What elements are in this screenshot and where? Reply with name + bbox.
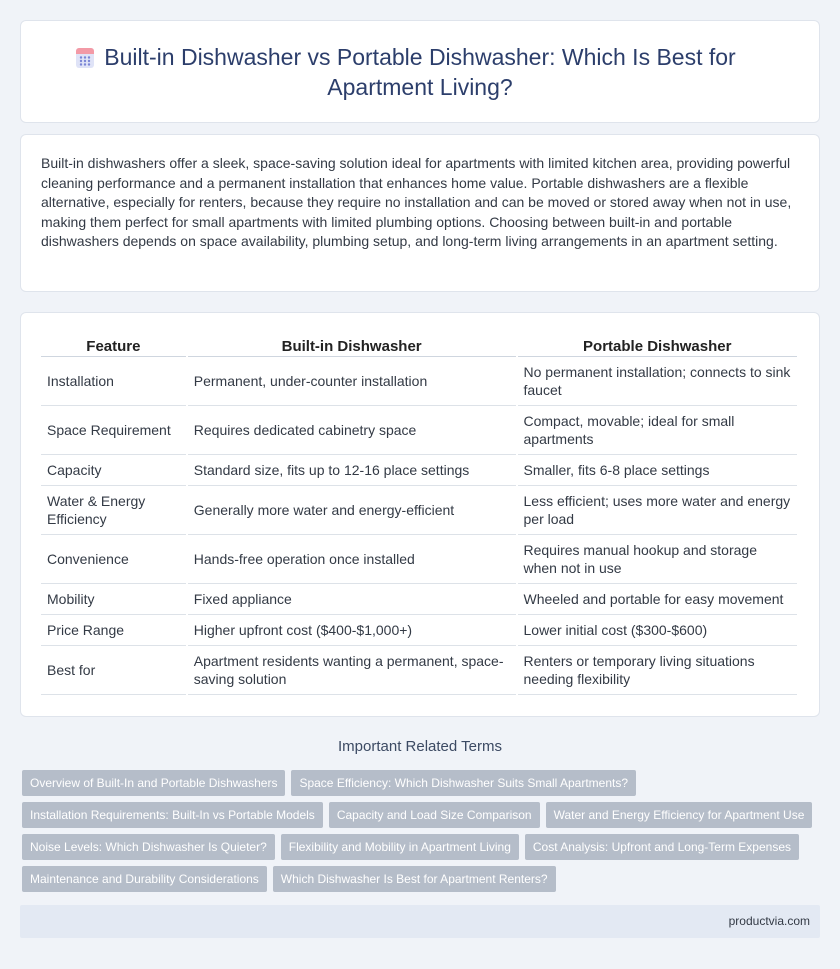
table-header-row [41, 333, 797, 357]
table-cell: Mobility [41, 584, 186, 615]
intro-text: Built-in dishwashers offer a sleek, space-saving solution ideal for apartments with limited kitchen area, providing powerful cleaning performance and a permanent installation that enhances home value. Portable dishwashers are a flexible alternative, especially for renters, because they require no installation and can be moved or stored away when not in use, making them perfect for small apartments with limited plumbing options. Choosing between built-in and portable dishwashers depends on space availability, plumbing setup, and long-term living arrangements in an apartment setting. [41, 155, 792, 249]
table-cell: Standard size, fits up to 12-16 place settings [188, 455, 516, 486]
footer [20, 905, 820, 938]
column-header: Portable Dishwasher [518, 333, 798, 357]
table-row [41, 357, 797, 406]
related-term-tag[interactable]: Space Efficiency: Which Dishwasher Suits Small Apartments? [291, 770, 636, 796]
table-cell: Price Range [41, 615, 186, 646]
intro-card [20, 134, 820, 292]
table-row [41, 455, 797, 486]
table-cell: Hands-free operation once installed [188, 535, 516, 584]
related-term-tag[interactable]: Cost Analysis: Upfront and Long-Term Expenses [525, 834, 799, 860]
table-cell: Renters or temporary living situations needing flexibility [518, 646, 798, 695]
table-cell: Capacity [41, 455, 186, 486]
related-term-tag[interactable]: Overview of Built-In and Portable Dishwashers [22, 770, 285, 796]
table-row [41, 486, 797, 535]
table-cell: Requires dedicated cabinetry space [188, 406, 516, 455]
related-term-tag[interactable]: Flexibility and Mobility in Apartment Living [281, 834, 519, 860]
table-cell: No permanent installation; connects to sink faucet [518, 357, 798, 406]
table-cell: Less efficient; uses more water and energy per load [518, 486, 798, 535]
table-cell: Water & Energy Efficiency [41, 486, 186, 535]
table-row [41, 646, 797, 695]
footer-site-link[interactable]: productvia.com [728, 914, 810, 928]
table-cell: Smaller, fits 6-8 place settings [518, 455, 798, 486]
related-term-tag[interactable]: Noise Levels: Which Dishwasher Is Quieter? [22, 834, 275, 860]
table-cell: Compact, movable; ideal for small apartments [518, 406, 798, 455]
related-term-tag[interactable]: Installation Requirements: Built-In vs Portable Models [22, 802, 323, 828]
column-header: Built-in Dishwasher [188, 333, 516, 357]
table-row [41, 406, 797, 455]
table-cell: Apartment residents wanting a permanent, space-saving solution [188, 646, 516, 695]
table-row [41, 535, 797, 584]
table-cell: Space Requirement [41, 406, 186, 455]
table-cell: Fixed appliance [188, 584, 516, 615]
table-row [41, 615, 797, 646]
table-row [41, 584, 797, 615]
related-term-tag[interactable]: Which Dishwasher Is Best for Apartment Renters? [273, 866, 556, 892]
related-terms-list [22, 770, 822, 892]
table-cell: Requires manual hookup and storage when not in use [518, 535, 798, 584]
page-title: Built-in Dishwasher vs Portable Dishwasher: Which Is Best for Apartment Living? [104, 43, 736, 100]
comparison-card [20, 312, 820, 717]
table-cell: Lower initial cost ($300-$600) [518, 615, 798, 646]
comparison-table [39, 333, 799, 695]
related-terms-heading: Important Related Terms [338, 738, 502, 755]
related-term-tag[interactable]: Water and Energy Efficiency for Apartment Use [546, 802, 813, 828]
column-header: Feature [41, 333, 186, 357]
table-cell: Convenience [41, 535, 186, 584]
related-term-tag[interactable]: Capacity and Load Size Comparison [329, 802, 540, 828]
table-cell: Generally more water and energy-efficient [188, 486, 516, 535]
table-cell: Higher upfront cost ($400-$1,000+) [188, 615, 516, 646]
related-term-tag[interactable]: Maintenance and Durability Considerations [22, 866, 267, 892]
table-cell: Best for [41, 646, 186, 695]
table-cell: Installation [41, 357, 186, 406]
header-card [20, 20, 820, 123]
dishwasher-grid-icon [73, 46, 97, 70]
table-cell: Wheeled and portable for easy movement [518, 584, 798, 615]
table-cell: Permanent, under-counter installation [188, 357, 516, 406]
